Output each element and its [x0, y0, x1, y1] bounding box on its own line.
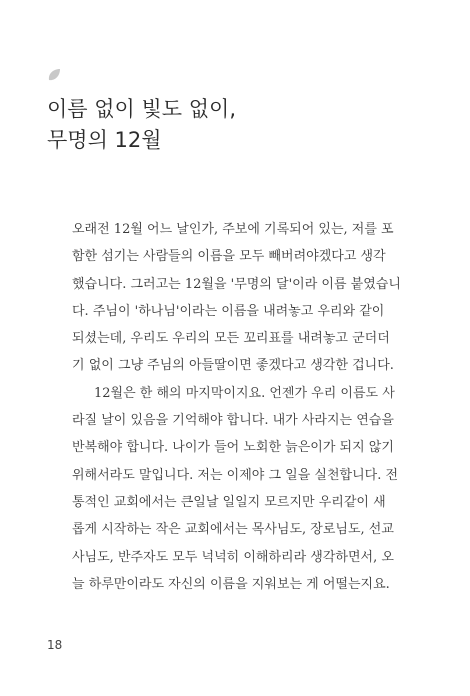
leaf-icon	[47, 68, 61, 82]
text-line: 위해서라도 말입니다. 저는 이제야 그 일을 실천합니다. 전	[72, 467, 399, 483]
chapter-title-line: 이름 없이 빛도 없이,	[47, 97, 236, 121]
text-line: 라질 날이 있음을 기억해야 합니다. 내가 사라지는 연습을	[72, 413, 394, 429]
page-number: 18	[47, 638, 63, 652]
chapter-title	[47, 94, 427, 156]
text-line: 오래전 12월 어느 날인가, 주보에 기록되어 있는, 저를 포	[72, 222, 394, 237]
text-line: 되셨는데, 우리도 우리의 모든 꼬리표를 내려놓고 군더더	[72, 331, 390, 347]
text-line: 롭게 시작하는 작은 교회에서는 목사님도, 장로님도, 선교	[72, 522, 394, 538]
text-line: 기 없이 그냥 주님의 아들딸이면 좋겠다고 생각한 겁니다.	[72, 358, 394, 374]
text-line: 함한 섬기는 사람들의 이름을 모두 빼버려야겠다고 생각	[72, 249, 386, 265]
body-text	[72, 216, 418, 598]
text-line: 12월은 한 해의 마지막이지요. 언젠가 우리 이름도 사	[94, 385, 395, 401]
text-line: 다. 주님이 '하나님'이라는 이름을 내려놓고 우리와 같이	[72, 303, 385, 319]
chapter-title-line: 무명의 12월	[47, 128, 162, 152]
text-line: 늘 하루만이라도 자신의 이름을 지워보는 게 어떨는지요.	[72, 576, 390, 592]
text-line: 통적인 교회에서는 큰일날 일일지 모르지만 우리같이 새	[72, 494, 386, 510]
text-line: 사님도, 반주자도 모두 넉넉히 이해하리라 생각하면서, 오	[72, 549, 394, 565]
text-line: 반복해야 합니다. 나이가 들어 노회한 늙은이가 되지 않기	[72, 440, 394, 456]
text-line: 했습니다. 그러고는 12월을 '무명의 달'이라 이름 붙였습니	[72, 276, 401, 292]
